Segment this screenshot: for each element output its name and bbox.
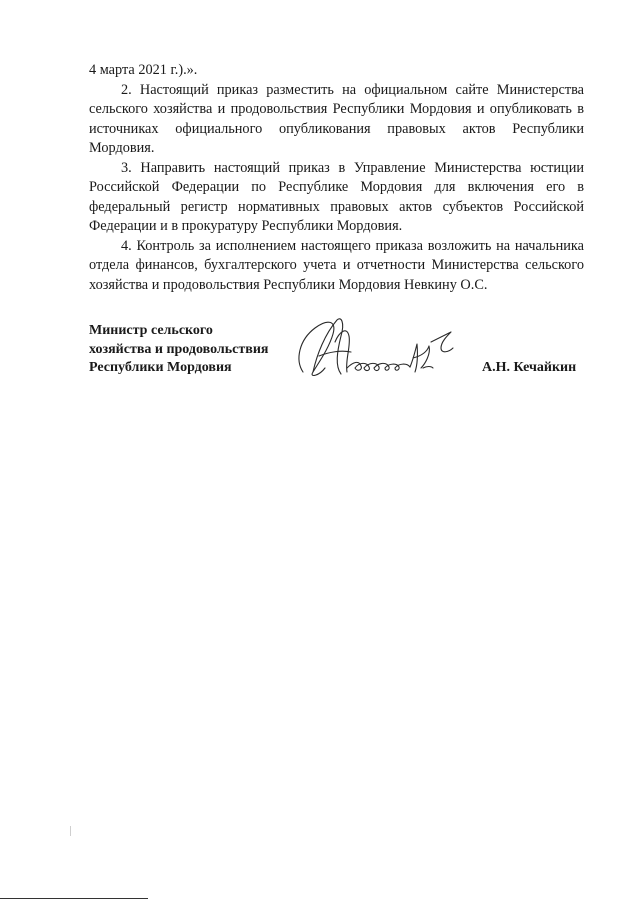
signer-title-line-3: Республики Мордовия <box>89 360 232 375</box>
document-body <box>89 61 584 295</box>
margin-mark <box>70 826 71 836</box>
paragraph-2: 2. Настоящий приказ разместить на официальном сайте Министерства сельского хозяйства и продовольствия Республики Мордовия и опубликовать в источниках официального опубликования правовых актов Республики Мордовия. <box>89 81 584 156</box>
paragraph-3: 3. Направить настоящий приказ в Управление Министерства юстиции Российской Федерации по Республике Мордовия для включения его в федеральный регистр нормативных правовых актов субъектов Российской Федерации и в прокуратуру Республики Мордовия. <box>89 159 584 234</box>
signer-title <box>89 322 268 378</box>
paragraph-4: 4. Контроль за исполнением настоящего приказа возложить на начальника отдела финансов, бухгалтерского учета и отчетности Министерства сельского хозяйства и продовольствия Республики Мордовия Невкину О.С. <box>89 237 584 293</box>
signature-block <box>89 322 589 382</box>
continuation-line: 4 марта 2021 г.).». <box>89 62 198 78</box>
signer-title-line-2: хозяйства и продовольствия <box>89 341 269 357</box>
signer-title-line-1: Министр сельского <box>89 323 213 338</box>
signer-name: А.Н. Кечайкин <box>482 360 577 375</box>
footer-rule <box>0 898 148 899</box>
handwritten-signature-icon <box>289 312 464 384</box>
